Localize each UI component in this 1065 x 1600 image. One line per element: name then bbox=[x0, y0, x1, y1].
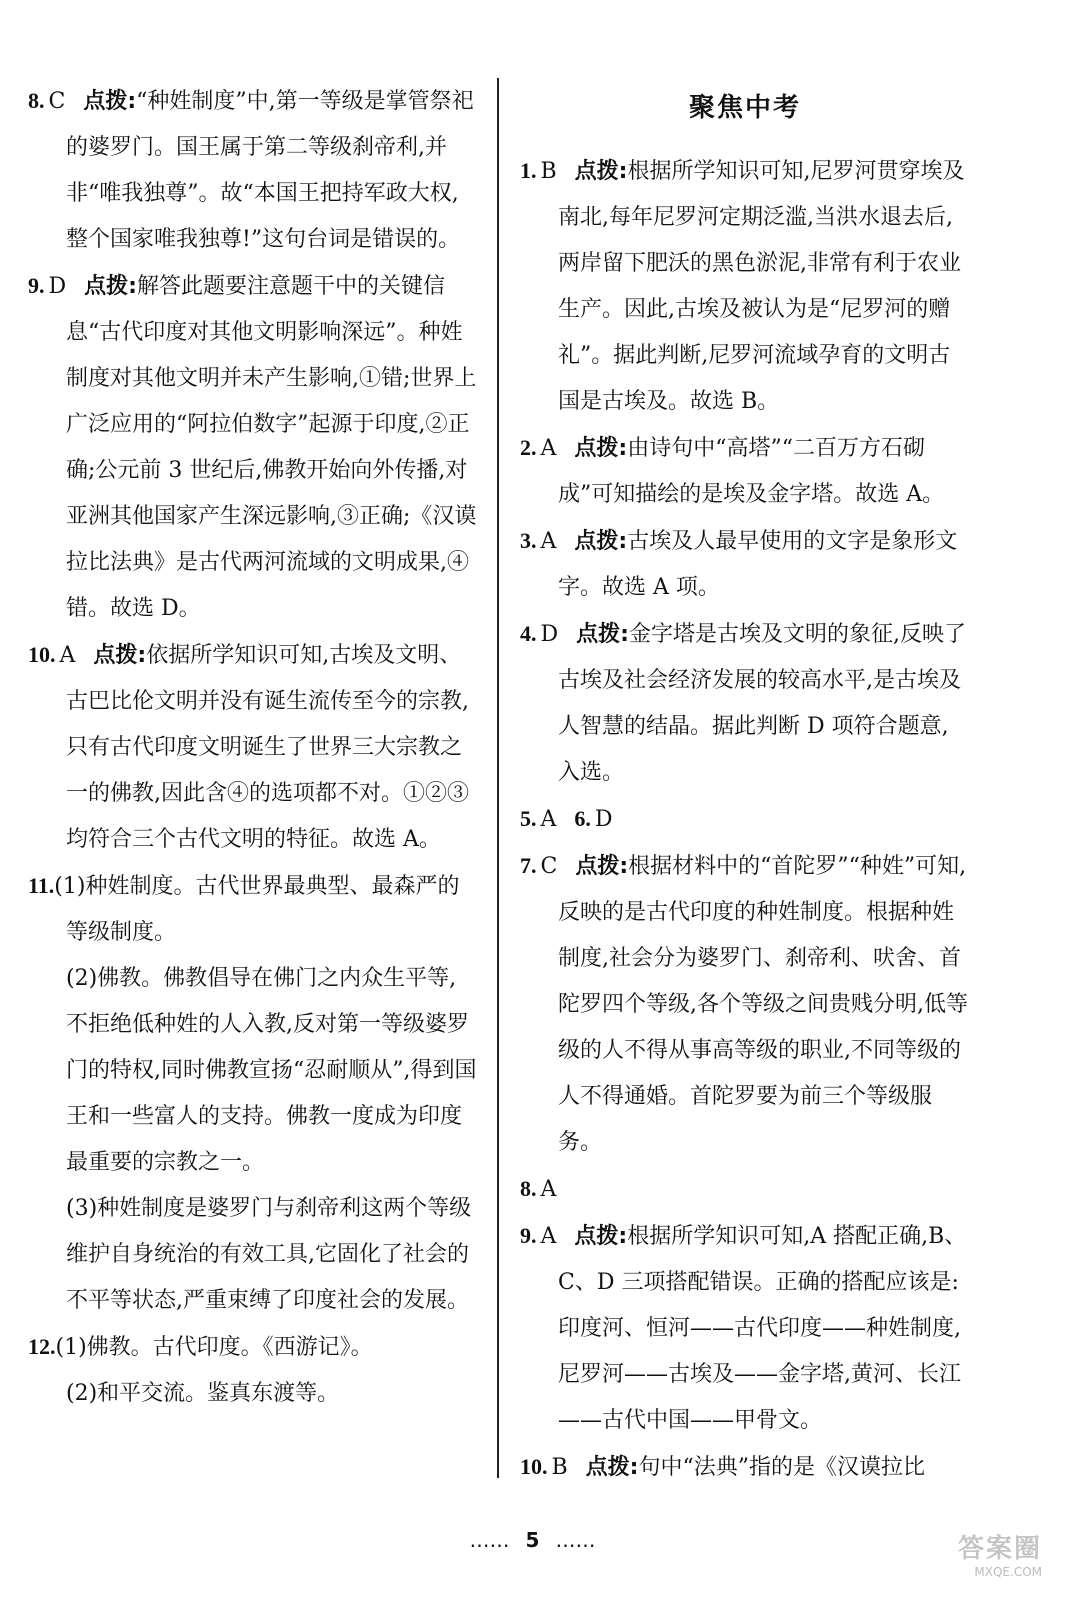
answer-item-2 bbox=[520, 425, 970, 518]
left-column bbox=[28, 78, 478, 1417]
answer-item-4 bbox=[520, 611, 970, 796]
answer-item-11-part-2: (2)佛教。佛教倡导在佛门之内众生平等,不拒绝低种姓的人入教,反对第一等级婆罗门的特权,同时佛教宣扬“忍耐顺从”,得到国王和一些富人的支持。佛教一度成为印度最重要的宗教之一。 bbox=[66, 966, 477, 1175]
hint-text: 金字塔是古埃及文明的象征,反映了古埃及社会经济发展的较高水平,是古埃及人智慧的结晶。据此判断 D 项符合题意,入选。 bbox=[558, 622, 966, 785]
answer-letter: A bbox=[540, 1224, 557, 1249]
hint-label: 点拨: bbox=[576, 622, 629, 647]
hint-text: 依据所学知识可知,古埃及文明、古巴比伦文明并没有诞生流传至今的宗教,只有古代印度文明诞生了世界三大宗教之一的佛教,因此含④的选项都不对。①②③均符合三个古代文明的特征。故选 A。 bbox=[66, 643, 469, 852]
footer-dots-left: …… bbox=[469, 1528, 510, 1552]
item-number: 10. bbox=[28, 642, 56, 667]
item-number: 7. bbox=[520, 853, 537, 878]
watermark bbox=[842, 1528, 1042, 1588]
watermark-url: MXQE.COM bbox=[974, 1565, 1042, 1579]
hint-text: 古埃及人最早使用的文字是象形文字。故选 A 项。 bbox=[558, 529, 958, 600]
answer-item-7 bbox=[520, 843, 970, 1166]
answer-item-12-part-1 bbox=[28, 1324, 478, 1371]
item-number: 11. bbox=[28, 873, 55, 898]
answer-letter: B bbox=[540, 159, 557, 184]
hint-text: 由诗句中“高塔”“二百万方石砌成”可知描绘的是埃及金字塔。故选 A。 bbox=[558, 436, 945, 507]
hint-text: 根据所学知识可知,尼罗河贯穿埃及南北,每年尼罗河定期泛滥,当洪水退去后,两岸留下肥沃的黑色淤泥,非常有利于农业生产。因此,古埃及被认为是“尼罗河的赠礼”。据此判断,尼罗河流域孕育的文明古国是古埃及。故选 B。 bbox=[558, 159, 965, 414]
answer-text: (1)佛教。古代印度。《西游记》。 bbox=[55, 1335, 373, 1360]
right-column bbox=[520, 78, 970, 1491]
answer-letter: B bbox=[551, 1455, 568, 1480]
answer-item-11-part-3: (3)种姓制度是婆罗门与刹帝利这两个等级维护自身统治的有效工具,它固化了社会的不平等状态,严重束缚了印度社会的发展。 bbox=[66, 1196, 472, 1313]
item-number: 9. bbox=[520, 1223, 537, 1248]
hint-text: 句中“法典”指的是《汉谟拉比 bbox=[638, 1455, 925, 1480]
hint-label: 点拨: bbox=[574, 159, 628, 184]
answer-item-9 bbox=[28, 263, 478, 632]
footer-dots-right: …… bbox=[555, 1528, 596, 1552]
answer-letter: D bbox=[540, 622, 559, 647]
answer-item-5-6 bbox=[520, 796, 970, 843]
answer-item-10 bbox=[28, 632, 478, 863]
item-number: 8. bbox=[28, 88, 45, 113]
answer-letter: D bbox=[594, 807, 613, 832]
item-number: 3. bbox=[520, 528, 537, 553]
hint-text: 根据材料中的“首陀罗”“种姓”可知,反映的是古代印度的种姓制度。根据种姓制度,社会分为婆罗门、刹帝利、吠舍、首陀罗四个等级,各个等级之间贵贱分明,低等级的人不得从事高等级的职业,不同等级的人不得通婚。首陀罗要为前三个等级服务。 bbox=[558, 854, 968, 1155]
page-number: 5 bbox=[525, 1528, 540, 1552]
answer-item-1 bbox=[520, 148, 970, 425]
hint-label: 点拨: bbox=[585, 1455, 639, 1480]
item-number: 10. bbox=[520, 1454, 548, 1479]
answer-item-3 bbox=[520, 518, 970, 611]
answer-letter: A bbox=[540, 529, 557, 554]
answer-item-8-right bbox=[520, 1166, 970, 1213]
hint-label: 点拨: bbox=[574, 1224, 628, 1249]
answer-letter: A bbox=[540, 1177, 557, 1202]
answer-item-11-part-1 bbox=[28, 863, 478, 956]
answer-item-8 bbox=[28, 78, 478, 263]
answer-letter: C bbox=[48, 89, 66, 114]
item-number: 12. bbox=[28, 1334, 56, 1359]
answer-letter: A bbox=[59, 643, 76, 668]
item-number: 9. bbox=[28, 273, 45, 298]
hint-text: “种姓制度”中,第一等级是掌管祭祀的婆罗门。国王属于第二等级刹帝利,并非“唯我独尊”。故“本国王把持军政大权,整个国家唯我独尊!”这句台词是错误的。 bbox=[66, 89, 474, 252]
hint-label: 点拨: bbox=[84, 274, 137, 299]
answer-item-9-right bbox=[520, 1213, 970, 1444]
hint-label: 点拨: bbox=[575, 854, 629, 879]
hint-label: 点拨: bbox=[83, 89, 137, 114]
answer-letter: A bbox=[540, 436, 557, 461]
answer-letter: A bbox=[540, 807, 557, 832]
column-divider bbox=[497, 78, 499, 1478]
answer-letter: D bbox=[48, 274, 67, 299]
section-title: 聚焦中考 bbox=[688, 93, 801, 123]
item-number: 1. bbox=[520, 158, 537, 183]
item-number: 2. bbox=[520, 435, 537, 460]
answer-letter: C bbox=[540, 854, 558, 879]
answer-item-10-right bbox=[520, 1444, 970, 1491]
watermark-logo: 答案圈 bbox=[957, 1534, 1042, 1564]
answer-text: (1)种姓制度。古代世界最典型、最森严的等级制度。 bbox=[54, 874, 460, 945]
item-number: 8. bbox=[520, 1176, 537, 1201]
answer-item-12-part-2: (2)和平交流。鉴真东渡等。 bbox=[66, 1381, 340, 1406]
hint-text: 解答此题要注意题干中的关键信息“古代印度对其他文明影响深远”。种姓制度对其他文明并未产生影响,①错;世界上广泛应用的“阿拉伯数字”起源于印度,②正确;公元前 3 世纪后,佛教开始向外传播,对亚洲其他国家产生深远影响,③正确;《汉谟拉比法典》是古代两河流域的文明成果,④错。故选 D。 bbox=[66, 274, 477, 621]
item-number: 5. bbox=[520, 806, 537, 831]
item-number: 6. bbox=[574, 806, 591, 831]
hint-text: 根据所学知识可知,A 搭配正确,B、C、D 三项搭配错误。正确的搭配应该是:印度河、恒河——古代印度——种姓制度,尼罗河——古埃及——金字塔,黄河、长江——古代中国——甲骨文。 bbox=[558, 1224, 967, 1433]
hint-label: 点拨: bbox=[574, 529, 628, 554]
hint-label: 点拨: bbox=[574, 436, 628, 461]
item-number: 4. bbox=[520, 621, 537, 646]
hint-label: 点拨: bbox=[93, 643, 147, 668]
